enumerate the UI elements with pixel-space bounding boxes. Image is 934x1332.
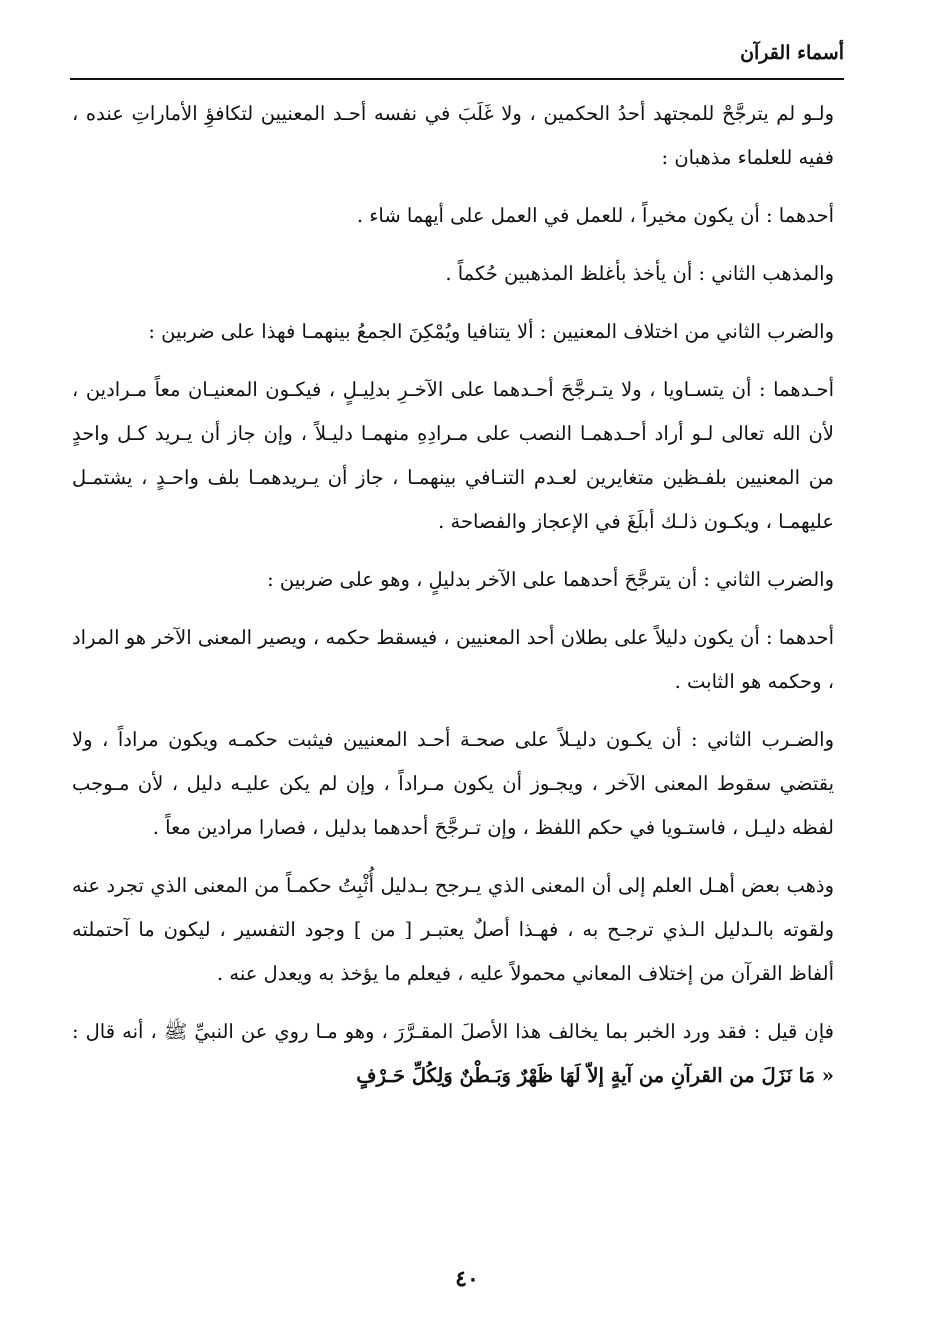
paragraph: أحدهما : أن يكون دليلاً على بطلان أحد المعنيين ، فيسقط حكمه ، ويصير المعنى الآخر هو المراد ، وحكمه هو الثابت .: [72, 626, 834, 693]
page-header: [70, 38, 844, 78]
running-title: أسماء القرآن: [740, 42, 844, 64]
paragraph: ولـو لم يترجَّحْ للمجتهد أحدُ الحكمين ، ولا غَلَبَ في نفسه أحـد المعنيين لتكافؤِ الأماراتِ عنده ، ففيه للعلماء مذهبان :: [72, 102, 834, 169]
paragraph: والضرب الثاني : أن يترجَّحَ أحدهما على الآخر بدليلٍ ، وهو على ضربين :: [267, 568, 834, 591]
paragraph: [72, 1010, 834, 1098]
page-body: [72, 92, 834, 1112]
paragraph: والمذهب الثاني : أن يأخذ بأغلظ المذهبين حُكماً .: [445, 262, 834, 285]
header-rule: [70, 78, 844, 80]
paragraph: والضرب الثاني من اختلاف المعنيين : ألا يتنافيا ويُمْكِنَ الجمعُ بينهمـا فهذا على ضربين :: [148, 320, 834, 343]
page-number: ٤٠: [455, 1266, 479, 1292]
paragraph: أحدهما : أن يكون مخيراً ، للعمل في العمل على أيهما شاء .: [356, 204, 834, 227]
hadith-quote: « مَا نَزَلَ من القرآنِ من آيةٍ إلاّ لَهَا ظَهْرٌ وَبَـطْنٌ وَلِكُلِّ حَـرْفٍ: [356, 1064, 834, 1087]
paragraph: والضـرب الثاني : أن يكـون دليـلاً على صحـة أحـد المعنيين فيثبت حكمـه ويكون مراداً ، ولا يقتضي سقوط المعنى الآخر ، ويجـوز أن يكون مـراداً ، وإن لم يكن عليـه دليل ، لأن مـوجب لفظه دليـل ، فاستـويا في حكم اللفظ ، وإن تـرجَّحَ أحدهما بدليل ، فصارا مرادين معاً .: [72, 728, 834, 839]
paragraph: وذهب بعض أهـل العلم إلى أن المعنى الذي يـرجح بـدليل أُثْبِتُ حكمـاً من المعنى الذي تجرد عنه ولقوته بالـدليل الـذي ترجـح به ، فهـذا أصلٌ يعتبـر [ من ] وجود التفسير ، ليكون ما آحتملته ألفاظ القرآن من إختلاف المعاني محمولاً عليه ، فيعلم ما يؤخذ به ويعدل عنه .: [72, 874, 834, 985]
paragraph: أحـدهما : أن يتسـاويا ، ولا يتـرجَّحَ أحـدهما على الآخـرِ بدلِيـلٍ ، فيكـون المعنيـان معاً مـرادين ، لأن الله تعالى لـو أراد أحـدهمـا النصب على مـرادِهِ منهمـا دليـلاً ، وإن جاز أن يـريد كـل واحدٍ من المعنيين بلفـظين متغايرين لعـدم التنـافي بينهمـا ، جاز أن يـريدهمـا بلف واحـدٍ ، يشتمـل عليهمـا ، ويكـون ذلـك أبلَغَ في الإعجاز والفصاحة .: [72, 378, 834, 533]
paragraph-text: فإن قيل : فقد ورد الخبر بما يخالف هذا الأصلَ المقـرَّرَ ، وهو مـا روي عن النبيِّ ﷺ ، أنه قال :: [72, 1020, 834, 1043]
